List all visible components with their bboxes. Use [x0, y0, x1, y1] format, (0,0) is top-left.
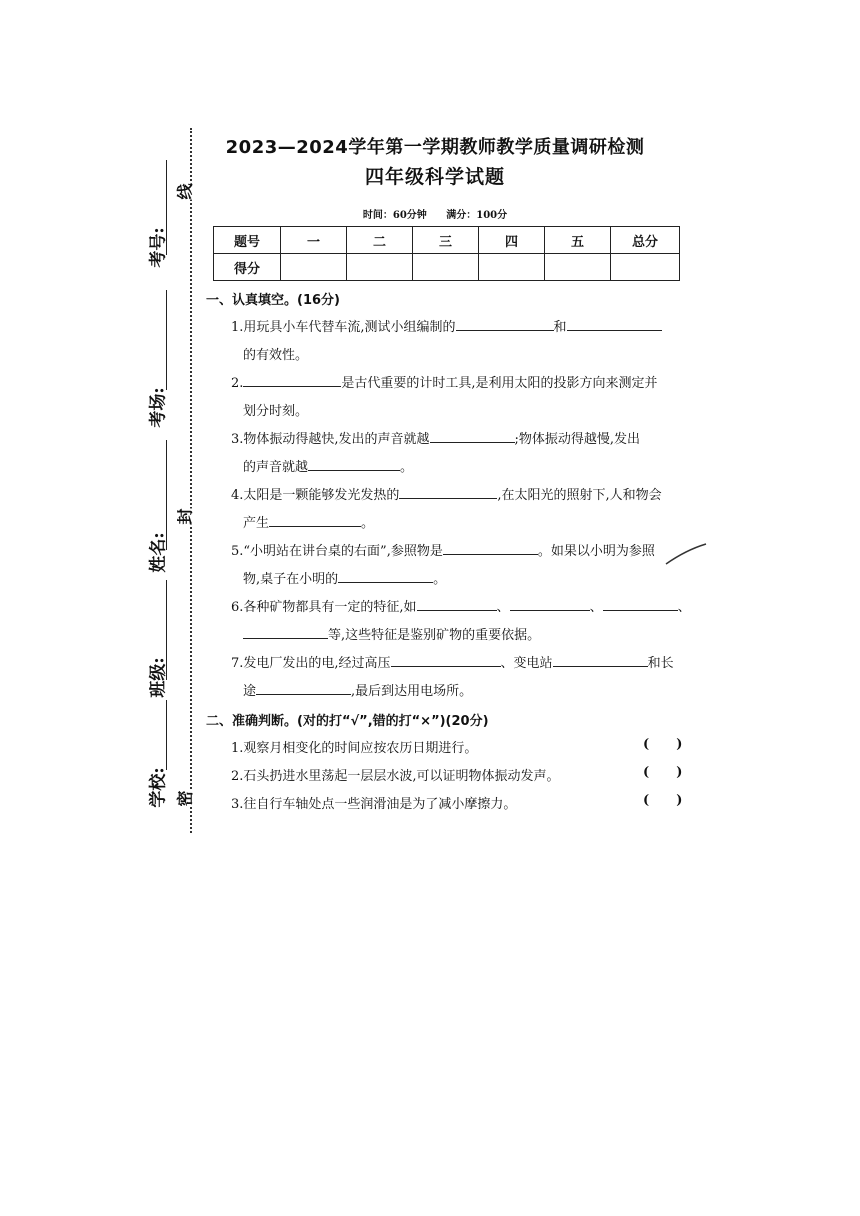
seal-char-feng: 封: [171, 508, 198, 524]
score-cell[interactable]: [413, 254, 479, 281]
score-cell[interactable]: [479, 254, 545, 281]
question-6-cont: 等,这些特征是鉴别矿物的重要依据。: [243, 624, 703, 643]
question-7-cont: 途 ,最后到达用电场所。: [243, 684, 473, 699]
class-field[interactable]: [166, 580, 167, 680]
answer-blank[interactable]: [338, 570, 433, 583]
score-cell[interactable]: [611, 254, 680, 281]
table-cell: 得分: [214, 254, 281, 281]
class-label: 班级:: [148, 657, 169, 698]
answer-blank[interactable]: [443, 542, 538, 555]
exam-subtitle: 四年级科学试题: [364, 166, 505, 188]
question-3: 3.物体振动得越快,发出的声音就越 ;物体振动得越慢,发出: [231, 432, 641, 447]
pencil-stroke-icon: [660, 540, 710, 570]
section-heading: 一、认真填空。(16分): [206, 293, 340, 308]
exam-number-field[interactable]: [166, 160, 167, 255]
exam-room-field[interactable]: [166, 290, 167, 390]
answer-blank[interactable]: [417, 598, 497, 611]
score-cell[interactable]: [347, 254, 413, 281]
question-4: 4.太阳是一颗能够发光发热的 ,在太阳光的照射下,人和物会: [231, 488, 662, 503]
binding-margin: [0, 0, 200, 850]
table-cell: 总分: [611, 227, 680, 254]
score-table-header-row: [214, 227, 680, 254]
answer-blank[interactable]: [399, 486, 497, 499]
answer-blank[interactable]: [391, 654, 501, 667]
exam-full-score: 满分：100分: [446, 210, 508, 221]
answer-blank[interactable]: [269, 514, 361, 527]
score-table-score-row: [214, 254, 680, 281]
answer-blank[interactable]: [430, 430, 515, 443]
judge-question-2: 2.石头扔进水里荡起一层层水波,可以证明物体振动发声。: [231, 769, 560, 784]
answer-blank[interactable]: [243, 374, 341, 387]
exam-meta: [210, 206, 660, 221]
answer-blank[interactable]: [553, 654, 648, 667]
seal-char-xian: 线: [171, 183, 198, 199]
seal-char-mi: 密: [171, 790, 198, 806]
exam-title: 2023—2024学年第一学期教师教学质量调研检测: [225, 137, 645, 158]
section-heading: 二、准确判断。(对的打“√”,错的打“×”)(20分): [206, 714, 489, 729]
score-cell[interactable]: [281, 254, 347, 281]
question-6: 6.各种矿物都具有一定的特征,如 、 、 、: [231, 600, 691, 615]
answer-blank[interactable]: [256, 682, 351, 695]
exam-number-label: 考号:: [148, 227, 169, 268]
question-1-cont: 的有效性。: [243, 348, 309, 363]
school-field[interactable]: [166, 700, 167, 770]
school-label: 学校:: [148, 767, 169, 808]
answer-blank[interactable]: [510, 598, 590, 611]
question-7: 7.发电厂发出的电,经过高压 、变电站 和长: [231, 656, 674, 671]
table-cell: 二: [347, 227, 413, 254]
question-3-cont: 的声音就越 。: [243, 460, 414, 475]
judge-question-1: 1.观察月相变化的时间应按农历日期进行。: [231, 741, 478, 756]
score-cell[interactable]: [545, 254, 611, 281]
question-5-cont: 物,桌子在小明的 。: [243, 572, 447, 587]
name-field[interactable]: [166, 440, 167, 550]
judge-question-3: 3.往自行车轴处点一些润滑油是为了减小摩擦力。: [231, 797, 517, 812]
question-4-cont: 产生 。: [243, 516, 375, 531]
table-cell: 一: [281, 227, 347, 254]
table-cell: 四: [479, 227, 545, 254]
question-2: 2. 是古代重要的计时工具,是利用太阳的投影方向来测定并: [231, 376, 658, 391]
answer-blank[interactable]: [456, 318, 554, 331]
table-cell: 五: [545, 227, 611, 254]
answer-blank[interactable]: [567, 318, 662, 331]
answer-blank[interactable]: [243, 626, 328, 639]
question-5: 5.“小明站在讲台桌的右面”,参照物是 。如果以小明为参照: [231, 544, 655, 559]
answer-parens[interactable]: ( ): [643, 765, 683, 780]
score-table: [213, 226, 680, 281]
answer-parens[interactable]: ( ): [643, 793, 683, 808]
binding-dotted-line: [190, 128, 192, 833]
answer-blank[interactable]: [603, 598, 678, 611]
table-cell: 三: [413, 227, 479, 254]
table-cell: 题号: [214, 227, 281, 254]
name-label: 姓名:: [148, 532, 169, 573]
exam-time: 时间：60分钟: [362, 210, 427, 221]
question-2-cont: 划分时刻。: [243, 404, 309, 419]
question-1: 1.用玩具小车代替车流,测试小组编制的 和: [231, 316, 691, 335]
answer-parens[interactable]: ( ): [643, 737, 683, 752]
exam-room-label: 考场:: [148, 387, 169, 428]
answer-blank[interactable]: [308, 458, 400, 471]
